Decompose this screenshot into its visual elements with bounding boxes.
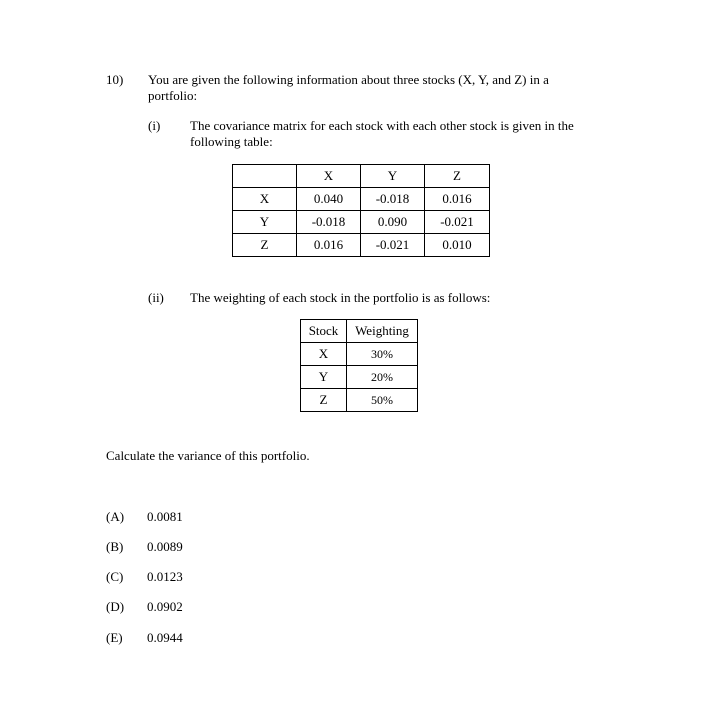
- covariance-cell: 0.016: [297, 234, 361, 257]
- weighting-header-cell: Weighting: [347, 320, 418, 343]
- covariance-cell: 0.010: [425, 234, 490, 257]
- covariance-cell: -0.021: [425, 211, 490, 234]
- option-value: 0.0902: [147, 599, 183, 614]
- option-label: (B): [106, 539, 124, 554]
- covariance-row: [233, 188, 490, 211]
- part-i-text-line-2: following table:: [190, 134, 273, 149]
- covariance-cell: 0.090: [361, 211, 425, 234]
- weighting-header-cell: Stock: [301, 320, 347, 343]
- weighting-table: [300, 319, 418, 412]
- covariance-cell: 0.016: [425, 188, 490, 211]
- part-ii-text: The weighting of each stock in the portfolio is as follows:: [190, 290, 491, 305]
- covariance-row-label: Z: [233, 234, 297, 257]
- option-label: (A): [106, 509, 125, 524]
- covariance-cell: -0.018: [361, 188, 425, 211]
- weighting-row: [301, 366, 418, 389]
- covariance-row-label: Y: [233, 211, 297, 234]
- part-i-text-line-1: The covariance matrix for each stock with each other stock is given in the: [190, 118, 574, 133]
- question-intro-line-1: You are given the following information about three stocks (X, Y, and Z) in a: [148, 72, 549, 87]
- covariance-cell: 0.040: [297, 188, 361, 211]
- weighting-row: [301, 389, 418, 412]
- option-value: 0.0944: [147, 630, 183, 645]
- option-value: 0.0089: [147, 539, 183, 554]
- question-intro-line-2: portfolio:: [148, 88, 198, 103]
- covariance-cell: -0.018: [297, 211, 361, 234]
- weighting-value-cell: 30%: [347, 343, 418, 366]
- part-i-label: (i): [148, 118, 161, 133]
- covariance-table: [232, 164, 490, 257]
- covariance-header-cell: [233, 165, 297, 188]
- option-label: (D): [106, 599, 125, 614]
- covariance-row: [233, 234, 490, 257]
- covariance-header-row: [233, 165, 490, 188]
- option-label: (C): [106, 569, 124, 584]
- covariance-header-cell: X: [297, 165, 361, 188]
- covariance-cell: -0.021: [361, 234, 425, 257]
- weighting-header-row: [301, 320, 418, 343]
- question-prompt: Calculate the variance of this portfolio.: [106, 448, 310, 463]
- weighting-row: [301, 343, 418, 366]
- option-label: (E): [106, 630, 123, 645]
- weighting-stock-cell: X: [301, 343, 347, 366]
- covariance-header-cell: Z: [425, 165, 490, 188]
- covariance-row-label: X: [233, 188, 297, 211]
- option-value: 0.0081: [147, 509, 183, 524]
- question-number: 10): [106, 72, 124, 87]
- weighting-stock-cell: Z: [301, 389, 347, 412]
- weighting-value-cell: 20%: [347, 366, 418, 389]
- weighting-value-cell: 50%: [347, 389, 418, 412]
- covariance-header-cell: Y: [361, 165, 425, 188]
- part-ii-label: (ii): [148, 290, 164, 305]
- weighting-stock-cell: Y: [301, 366, 347, 389]
- option-value: 0.0123: [147, 569, 183, 584]
- covariance-row: [233, 211, 490, 234]
